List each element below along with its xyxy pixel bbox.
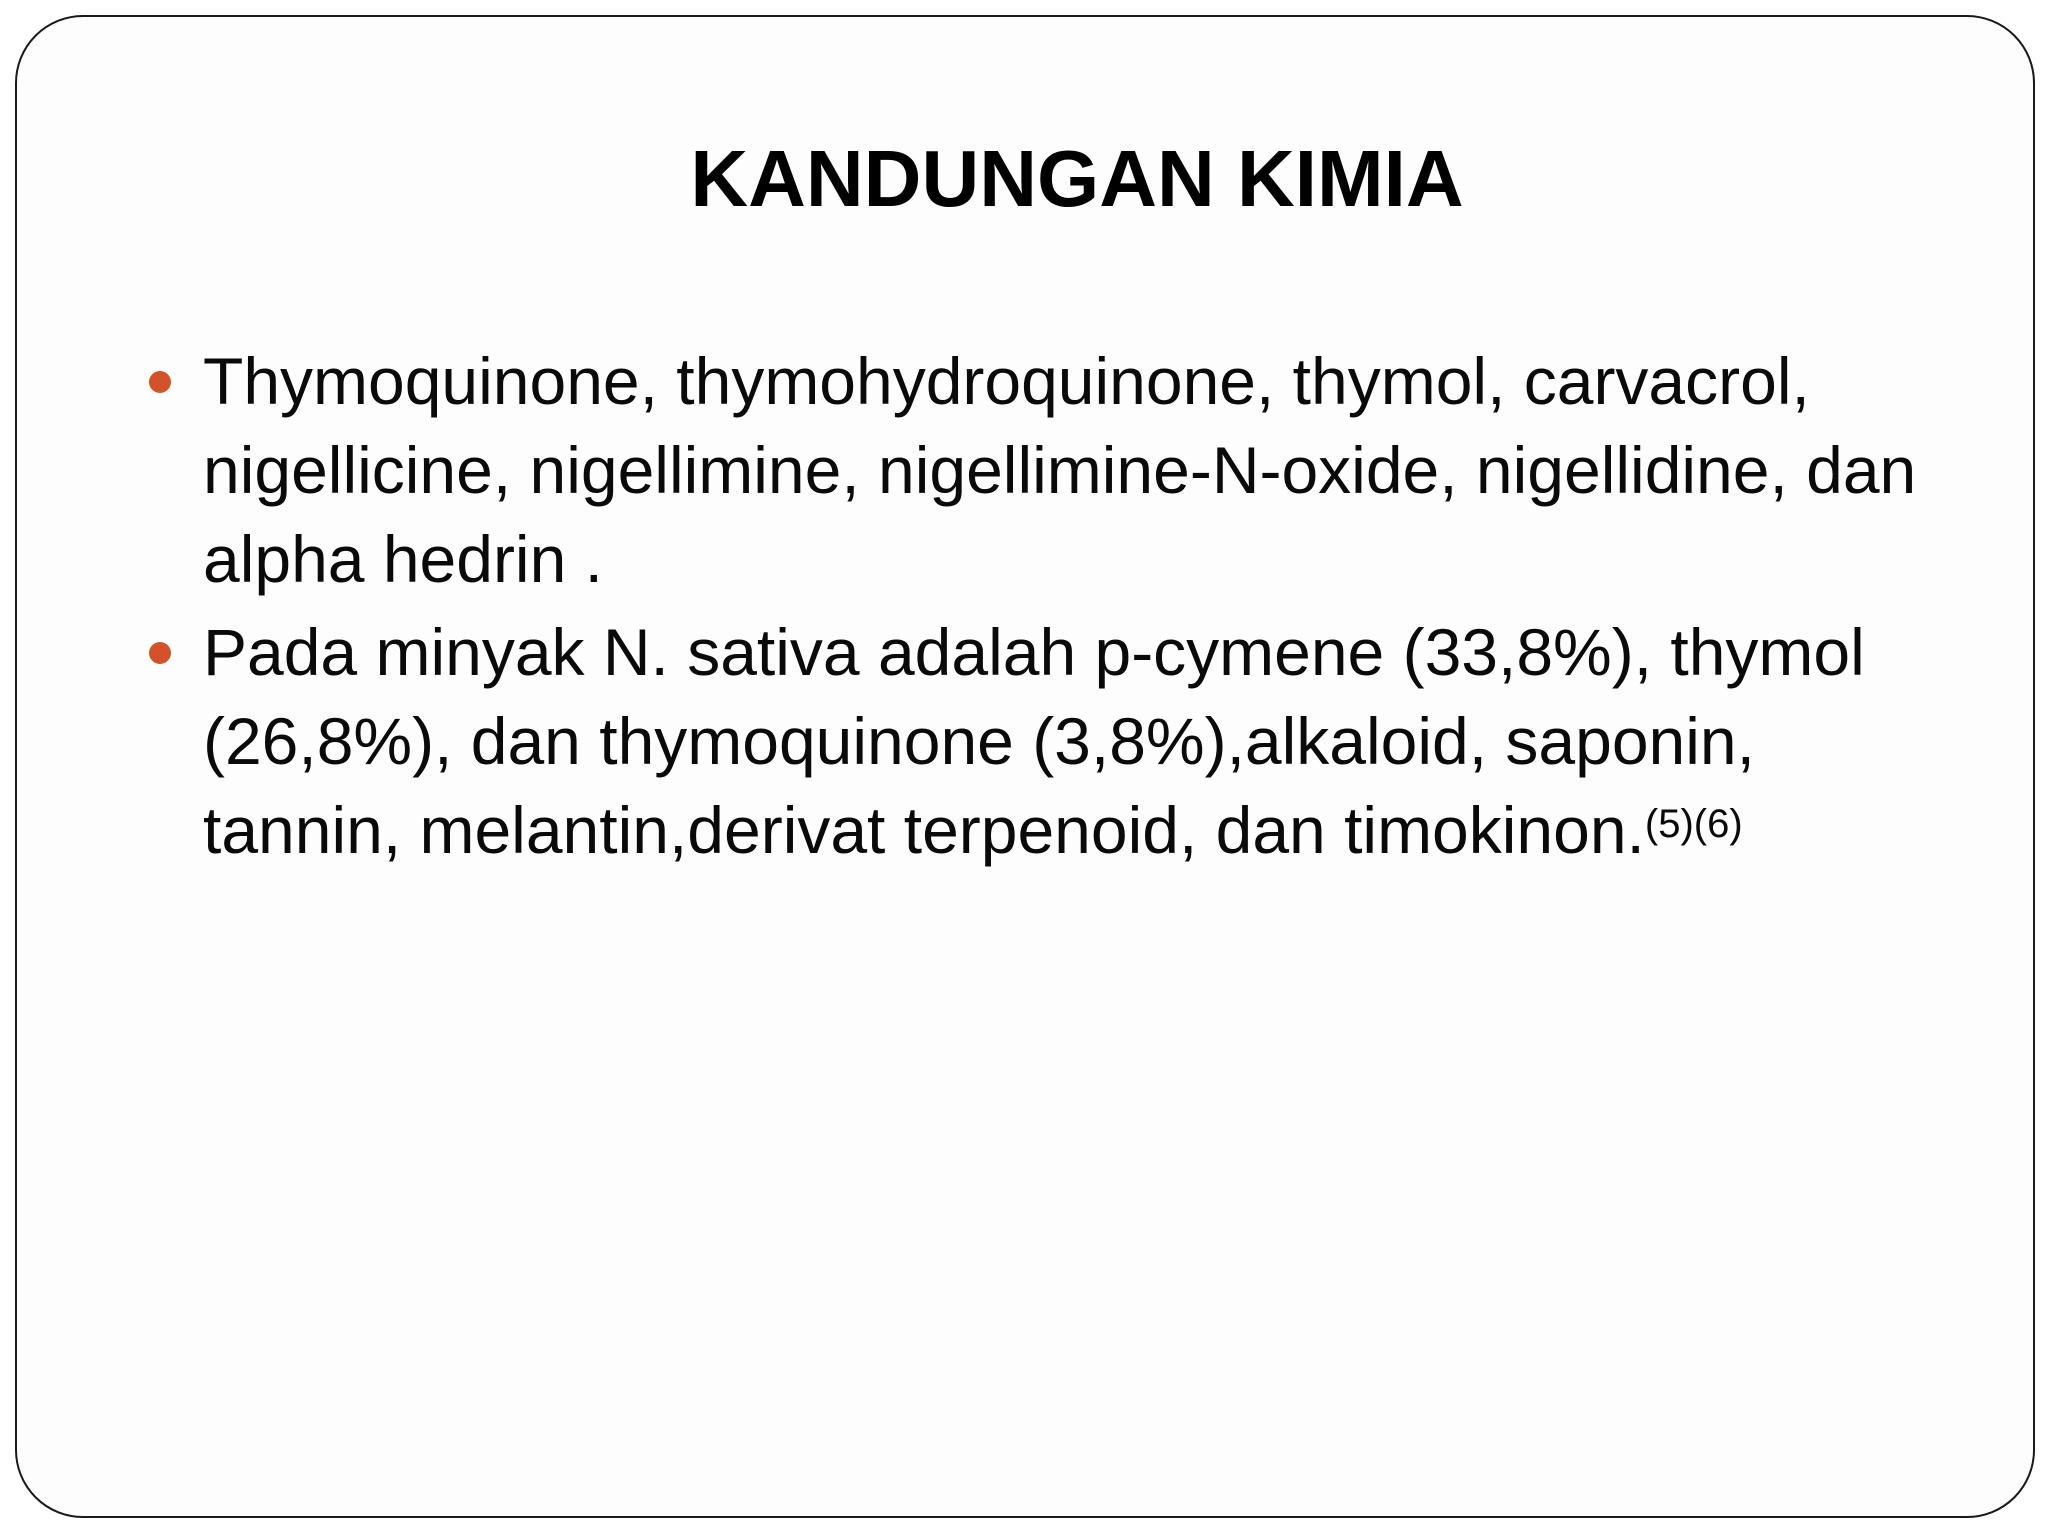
bullet-text: Pada minyak N. sativa adalah p-cymene (33,8%), thymol (26,8%), dan thymoquinone (3,8%),alkaloid, saponin, tannin, melantin,derivat terpenoid, dan timokinon. — [203, 615, 1865, 867]
citation-superscript: (5)(6) — [1644, 802, 1743, 846]
slide-title: KANDUNGAN KIMIA — [690, 134, 1464, 223]
bullet-dot-icon — [149, 642, 171, 664]
bullet-dot-icon — [149, 371, 171, 393]
bullet-text: Thymoquinone, thymohydroquinone, thymol, carvacrol, nigellicine, nigellimine, nigellimine-N-oxide, nigellidine, dan alpha hedrin . — [203, 344, 1917, 596]
slide-frame — [15, 15, 2035, 1518]
bullet-list — [187, 337, 1927, 879]
bullet-item-oil-composition — [187, 608, 1927, 875]
bullet-item-compounds — [187, 337, 1927, 604]
